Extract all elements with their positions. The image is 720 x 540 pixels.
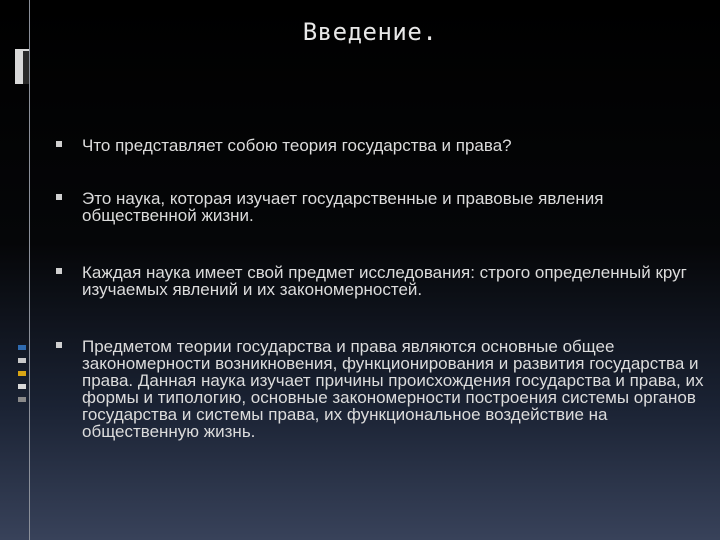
bullet-item	[56, 190, 706, 224]
left-border-line	[29, 0, 30, 540]
bullet-item	[56, 137, 706, 154]
bullet-square-icon	[56, 268, 62, 274]
bullet-text: Это наука, которая изучает государственные и правовые явления общественной жизни.	[82, 189, 604, 225]
corner-decoration	[23, 51, 29, 84]
color-swatch-decoration	[18, 371, 26, 376]
bullet-item	[56, 264, 706, 298]
bullet-square-icon	[56, 141, 62, 147]
color-swatch-decoration	[18, 397, 26, 402]
bullet-text: Каждая наука имеет свой предмет исследования: строго определенный круг изучаемых явлений и их закономерностей.	[82, 263, 687, 299]
corner-decoration	[15, 51, 23, 84]
bullet-square-icon	[56, 194, 62, 200]
color-swatch-decoration	[18, 345, 26, 350]
color-swatch-decoration	[18, 384, 26, 389]
color-swatch-decoration	[18, 358, 26, 363]
bullet-square-icon	[56, 342, 62, 348]
bullet-text: Что представляет собою теория государства и права?	[82, 136, 512, 155]
bullet-item	[56, 338, 706, 440]
slide-title: Введение.	[302, 18, 438, 46]
bullet-text: Предметом теории государства и права являются основные общее закономерности возникновения, функционирования и развития государства и права. Данная наука изучает причины происхождения государства и права, их формы и типологию, основные закономерности построения системы органов государства и системы права, их функциональное воздействие на общественную жизнь.	[82, 337, 704, 441]
